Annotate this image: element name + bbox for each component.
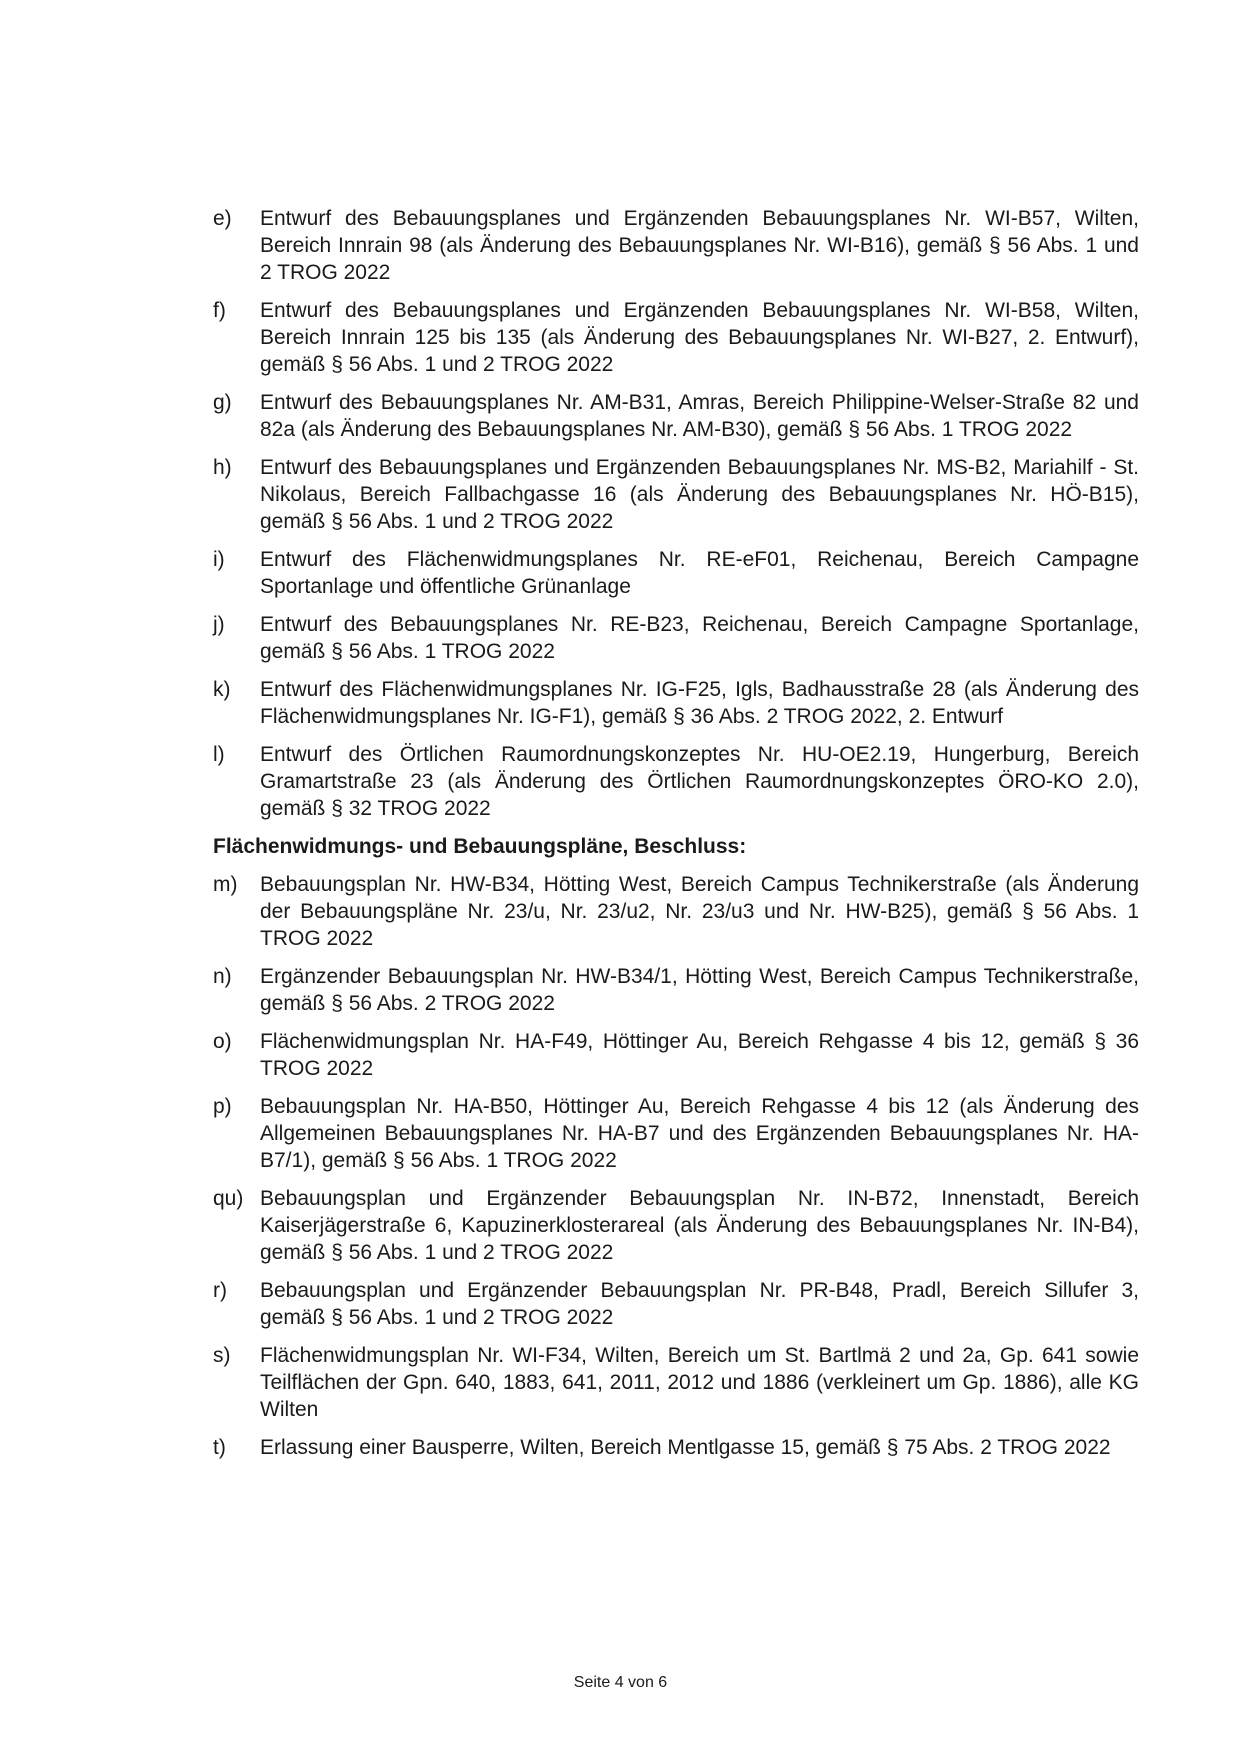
list-item-text: Flächenwidmungsplan Nr. WI-F34, Wilten, Bereich um St. Bartlmä 2 und 2a, Gp. 641 sowie Teilflächen der Gpn. 640, 1883, 641, 2011, 2012 und 1886 (verkleinert um Gp. 1886), alle KG Wilten xyxy=(260,1344,1139,1421)
list-item-text: Flächenwidmungsplan Nr. HA-F49, Höttinger Au, Bereich Rehgasse 4 bis 12, gemäß § 36 TROG 2022 xyxy=(260,1030,1139,1080)
list-item-label: l) xyxy=(213,743,225,766)
list-item-label: n) xyxy=(213,965,232,988)
list-item-text: Entwurf des Bebauungsplanes und Ergänzenden Bebauungsplanes Nr. MS-B2, Mariahilf - St. Nikolaus, Bereich Fallbachgasse 16 (als Änderung des Bebauungsplanes Nr. HÖ-B15), gemäß § 56 Abs. 1 und 2 TROG 2022 xyxy=(260,456,1139,533)
list-item-label: h) xyxy=(213,456,232,479)
list-item-text: Bebauungsplan und Ergänzender Bebauungsplan Nr. PR-B48, Pradl, Bereich Sillufer 3, gemäß § 56 Abs. 1 und 2 TROG 2022 xyxy=(260,1279,1139,1329)
list-item-t xyxy=(213,1434,1139,1461)
list-item-text: Ergänzender Bebauungsplan Nr. HW-B34/1, Hötting West, Bereich Campus Technikerstraße, gemäß § 56 Abs. 2 TROG 2022 xyxy=(260,965,1139,1015)
page-number: Seite 4 von 6 xyxy=(573,1674,668,1691)
list-item-e xyxy=(213,205,1139,286)
list-item-label: t) xyxy=(213,1436,226,1459)
list-item-p xyxy=(213,1093,1139,1174)
list-item-m xyxy=(213,871,1139,952)
list-item-text: Entwurf des Flächenwidmungsplanes Nr. IG-F25, Igls, Badhausstraße 28 (als Änderung des Flächenwidmungsplanes Nr. IG-F1), gemäß § 36 Abs. 2 TROG 2022, 2. Entwurf xyxy=(260,678,1139,728)
list-item-text: Entwurf des Flächenwidmungsplanes Nr. RE-eF01, Reichenau, Bereich Campagne Sportanlage und öffentliche Grünanlage xyxy=(260,548,1139,598)
list-item-k xyxy=(213,676,1139,730)
list-item-l xyxy=(213,741,1139,822)
list-item-label: i) xyxy=(213,548,225,571)
list-item-text: Erlassung einer Bausperre, Wilten, Bereich Mentlgasse 15, gemäß § 75 Abs. 2 TROG 2022 xyxy=(260,1436,1111,1459)
list-item-label: e) xyxy=(213,207,232,230)
list-item-o xyxy=(213,1028,1139,1082)
list-item-label: j) xyxy=(213,613,225,636)
list-item-text: Bebauungsplan und Ergänzender Bebauungsplan Nr. IN-B72, Innenstadt, Bereich Kaiserjägerstraße 6, Kapuzinerklosterareal (als Änderung des Bebauungsplanes Nr. IN-B4), gemäß § 56 Abs. 1 und 2 TROG 2022 xyxy=(260,1187,1139,1264)
list-item-label: qu) xyxy=(213,1187,244,1210)
list-item-text: Entwurf des Bebauungsplanes und Ergänzenden Bebauungsplanes Nr. WI-B58, Wilten, Bereich Innrain 125 bis 135 (als Änderung des Bebauungsplanes Nr. WI-B27, 2. Entwurf), gemäß § 56 Abs. 1 und 2 TROG 2022 xyxy=(260,299,1139,376)
list-item-s xyxy=(213,1342,1139,1423)
list-item-label: r) xyxy=(213,1279,227,1302)
document-body xyxy=(213,205,1139,1472)
list-item-text: Bebauungsplan Nr. HW-B34, Hötting West, Bereich Campus Technikerstraße (als Änderung der Bebauungspläne Nr. 23/u, Nr. 23/u2, Nr. 23/u3 und Nr. HW-B25), gemäß § 56 Abs. 1 TROG 2022 xyxy=(260,873,1139,950)
list-item-i xyxy=(213,546,1139,600)
list-item-label: m) xyxy=(213,873,238,896)
list-item-label: g) xyxy=(213,391,232,414)
list-item-text: Bebauungsplan Nr. HA-B50, Höttinger Au, Bereich Rehgasse 4 bis 12 (als Änderung des Allgemeinen Bebauungsplanes Nr. HA-B7 und des Ergänzenden Bebauungsplanes Nr. HA-B7/1), gemäß § 56 Abs. 1 TROG 2022 xyxy=(260,1095,1139,1172)
list-item-f xyxy=(213,297,1139,378)
list-item-label: p) xyxy=(213,1095,232,1118)
section-heading: Flächenwidmungs- und Bebauungspläne, Beschluss: xyxy=(213,835,747,858)
list-item-label: f) xyxy=(213,299,226,322)
list-item-text: Entwurf des Örtlichen Raumordnungskonzeptes Nr. HU-OE2.19, Hungerburg, Bereich Gramartstraße 23 (als Änderung des Örtlichen Raumordnungskonzeptes ÖRO-KO 2.0), gemäß § 32 TROG 2022 xyxy=(260,743,1139,820)
list-item-r xyxy=(213,1277,1139,1331)
list-item-j xyxy=(213,611,1139,665)
list-item-qu xyxy=(213,1185,1139,1266)
list-item-g xyxy=(213,389,1139,443)
list-item-n xyxy=(213,963,1139,1017)
list-item-text: Entwurf des Bebauungsplanes und Ergänzenden Bebauungsplanes Nr. WI-B57, Wilten, Bereich Innrain 98 (als Änderung des Bebauungsplanes Nr. WI-B16), gemäß § 56 Abs. 1 und 2 TROG 2022 xyxy=(260,207,1139,284)
list-item-h xyxy=(213,454,1139,535)
list-item-label: o) xyxy=(213,1030,232,1053)
list-item-label: s) xyxy=(213,1344,231,1367)
list-item-text: Entwurf des Bebauungsplanes Nr. RE-B23, Reichenau, Bereich Campagne Sportanlage, gemäß § 56 Abs. 1 TROG 2022 xyxy=(260,613,1139,663)
list-item-text: Entwurf des Bebauungsplanes Nr. AM-B31, Amras, Bereich Philippine-Welser-Straße 82 und 82a (als Änderung des Bebauungsplanes Nr. AM-B30), gemäß § 56 Abs. 1 TROG 2022 xyxy=(260,391,1139,441)
list-item-label: k) xyxy=(213,678,231,701)
